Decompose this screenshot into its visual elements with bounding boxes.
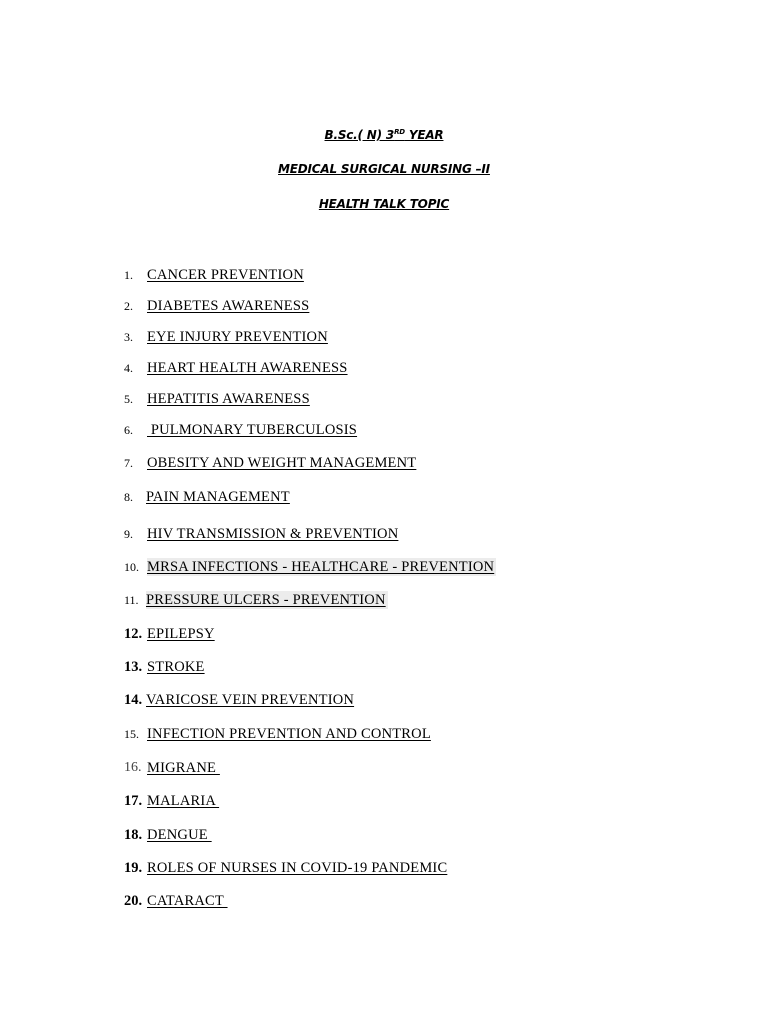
- item-label: EPILEPSY: [147, 626, 215, 642]
- item-label: EYE INJURY PREVENTION: [147, 329, 328, 345]
- item-number: 9.: [124, 527, 133, 541]
- item-label: DENGUE: [147, 827, 212, 843]
- item-label: HEPATITIS AWARENESS: [147, 391, 310, 407]
- item-label: INFECTION PREVENTION AND CONTROL: [147, 726, 431, 742]
- item-number: 4.: [124, 361, 133, 375]
- item-label: MRSA INFECTIONS - HEALTHCARE - PREVENTION: [147, 559, 495, 575]
- item-label: VARICOSE VEIN PREVENTION: [146, 692, 355, 708]
- item-number: 6.: [124, 423, 133, 437]
- item-number: 5.: [124, 392, 133, 406]
- item-number: 3.: [124, 330, 133, 344]
- item-number: 8.: [124, 490, 133, 504]
- item-label: PRESSURE ULCERS - PREVENTION: [146, 592, 386, 608]
- item-number: 10.: [124, 560, 139, 574]
- topic-heading: HEALTH TALK TOPIC: [318, 197, 450, 211]
- item-label: STROKE: [147, 659, 205, 675]
- item-number: 18.: [124, 827, 143, 843]
- item-number: 12.: [124, 626, 143, 642]
- item-number: 19.: [124, 860, 143, 876]
- item-label: HEART HEALTH AWARENESS: [147, 360, 348, 376]
- item-label: HIV TRANSMISSION & PREVENTION: [147, 526, 399, 542]
- course-heading-main: B.Sc.( N) 3: [324, 128, 395, 142]
- item-number: 17.: [124, 793, 143, 809]
- item-label: DIABETES AWARENESS: [147, 298, 310, 314]
- item-number: 7.: [124, 456, 133, 470]
- course-heading: [0, 128, 768, 142]
- item-number: 14.: [124, 692, 143, 708]
- course-heading-end: YEAR: [404, 128, 444, 142]
- item-number: 13.: [124, 659, 143, 675]
- item-label: PULMONARY TUBERCULOSIS: [147, 422, 358, 438]
- item-number: 1.: [124, 268, 133, 282]
- item-label: MIGRANE: [147, 760, 220, 776]
- subject-heading: MEDICAL SURGICAL NURSING –II: [278, 162, 490, 176]
- item-number: 20.: [124, 893, 143, 909]
- item-label: CANCER PREVENTION: [147, 267, 304, 283]
- item-label: PAIN MANAGEMENT: [146, 489, 290, 505]
- item-number: 2.: [124, 299, 133, 313]
- item-number: 16.: [124, 760, 142, 775]
- item-label: CATARACT: [147, 893, 228, 909]
- item-number: 15.: [124, 727, 139, 741]
- item-label: MALARIA: [147, 793, 220, 809]
- item-number: 11.: [124, 593, 139, 607]
- item-label: OBESITY AND WEIGHT MANAGEMENT: [147, 455, 417, 471]
- item-label: ROLES OF NURSES IN COVID-19 PANDEMIC: [147, 860, 448, 876]
- course-heading-superscript: RD: [394, 128, 405, 136]
